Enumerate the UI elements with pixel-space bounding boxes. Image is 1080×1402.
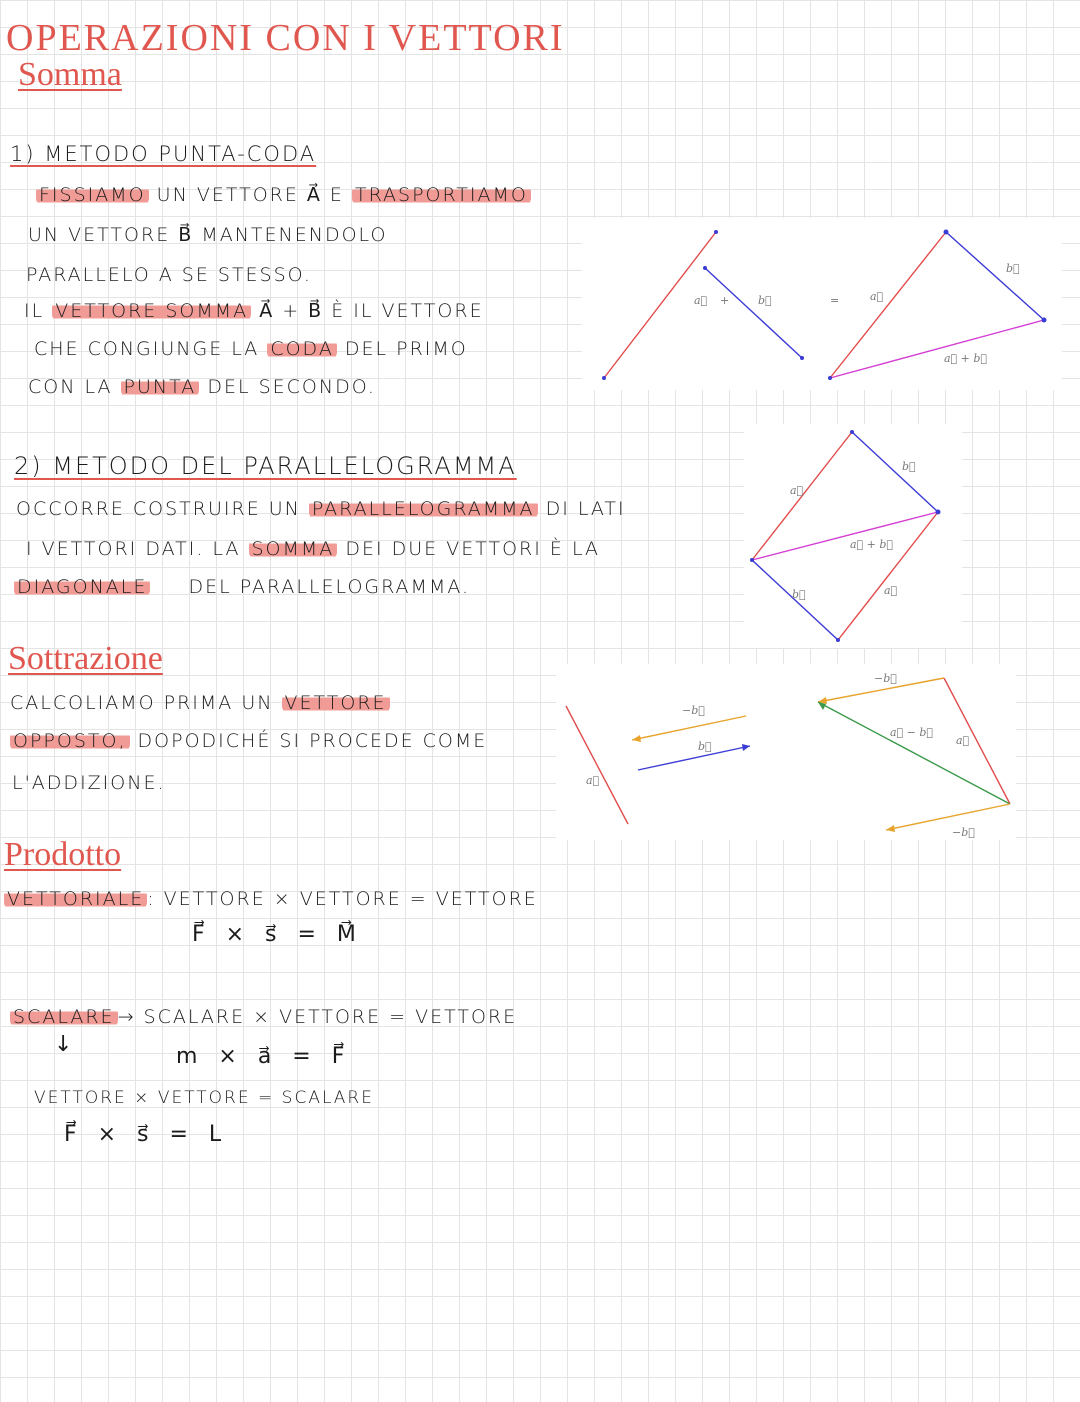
method1-line1 [36, 184, 531, 206]
label-a2: a⃗ [870, 290, 884, 303]
label-b: b⃗ [698, 740, 712, 753]
hl-punta: PUNTA [121, 376, 200, 398]
somma-heading: Somma [18, 56, 122, 93]
vector-minus-b [632, 716, 746, 740]
hl-diagonale: DIAGONALE [14, 576, 150, 598]
label-sum: a⃗ + b⃗ [944, 352, 988, 365]
vector-b [638, 746, 750, 770]
figure-parallelogram [744, 424, 962, 648]
sottrazione-line1-a: CALCOLIAMO PRIMA UN [10, 692, 274, 714]
vector-a-right [944, 678, 1010, 804]
vector-sum [830, 320, 1044, 378]
hl-scalare: SCALARE [10, 1006, 118, 1028]
hl-fissiamo: FISSIAMO [36, 184, 149, 206]
method1-heading-text: 1) METODO PUNTA-CODA [10, 142, 317, 166]
vettoriale-rule: : VETTORE × VETTORE = VETTORE [147, 888, 538, 910]
label-sum: a⃗ + b⃗ [850, 538, 894, 551]
label-minus-b: −b⃗ [682, 704, 705, 717]
label-b2: b⃗ [792, 588, 806, 601]
scalare-arrow: → [117, 1006, 136, 1028]
method2-heading-text: 2) METODO DEL PARALLELOGRAMMA [14, 452, 517, 480]
label-diff: a⃗ − b⃗ [890, 726, 934, 739]
vettoriale-row [4, 888, 538, 910]
hl-parallelogramma: PARALLELOGRAMMA [309, 498, 538, 520]
label-a: a⃗ [790, 484, 804, 497]
method1-line2: UN VETTORE B⃗ MANTENENDOLO [28, 224, 388, 246]
label-b: b⃗ [758, 294, 772, 307]
method2-line1 [16, 498, 626, 520]
label-b2: b⃗ [1006, 262, 1020, 275]
scalare-equation2: F⃗ × s⃗ = L [64, 1122, 222, 1147]
vettoriale-equation: F⃗ × s⃗ = M⃗ [192, 922, 356, 947]
hl-vettore-somma: VETTORE SOMMA [52, 300, 251, 322]
hl-opposto: OPPOSTO, [10, 730, 130, 752]
sottrazione-line3: L'ADDIZIONE. [12, 772, 166, 794]
method1-line5-c: DEL PRIMO [344, 338, 468, 360]
label-minus-b-bottom: −b⃗ [952, 826, 975, 839]
figure-tip-to-tail-svg [582, 218, 1062, 390]
label-a: a⃗ [694, 294, 708, 307]
sottrazione-line1 [10, 692, 390, 714]
label-b: b⃗ [902, 460, 916, 473]
hl-somma: SOMMA [249, 538, 338, 560]
label-plus: + [720, 294, 730, 307]
method2-line2-c: DEI DUE VETTORI È LA [345, 538, 600, 560]
vector-minus-b-bottom [886, 804, 1010, 830]
method1-line6-c: DEL SECONDO. [207, 376, 376, 398]
method1-line4-c: A⃗ + B⃗ È IL VETTORE [259, 300, 484, 322]
method2-line1-c: DI LATI [545, 498, 626, 520]
label-equals: = [830, 294, 840, 307]
method1-heading [10, 142, 316, 166]
down-arrow: ↓ [54, 1032, 73, 1057]
label-a2: a⃗ [884, 584, 898, 597]
method1-line1-mid: UN VETTORE A⃗ E [156, 184, 344, 206]
figure-subtraction [556, 664, 1016, 840]
vector-a-result [830, 232, 946, 378]
scalare-row [10, 1006, 517, 1028]
hl-coda: CODA [267, 338, 337, 360]
vector-a-parallel [838, 512, 938, 640]
vector-a [566, 706, 628, 824]
vector-b [705, 268, 802, 358]
scalare-rule2: VETTORE × VETTORE = SCALARE [34, 1088, 374, 1108]
scalare-equation: m × a⃗ = F⃗ [176, 1044, 345, 1069]
label-a-right: a⃗ [956, 734, 970, 747]
sottrazione-line2-b: DOPODICHÉ SI PROCEDE COME [137, 730, 488, 752]
method1-line6-a: CON LA [28, 376, 113, 398]
method2-line3-b: DEL PARALLELOGRAMMA. [188, 576, 471, 598]
hl-vettoriale: VETTORIALE [4, 888, 147, 910]
label-a: a⃗ [586, 774, 600, 787]
figure-parallelogram-svg [744, 424, 962, 648]
method1-line4-a: IL [24, 300, 45, 322]
scalare-rule: SCALARE × VETTORE = VETTORE [143, 1006, 518, 1028]
label-minus-b-top: −b⃗ [874, 672, 897, 685]
figure-tip-to-tail [582, 218, 1062, 390]
method2-heading [14, 452, 517, 480]
sottrazione-heading: Sottrazione [8, 640, 163, 677]
method1-line3: PARALLELO A SE STESSO. [26, 264, 312, 286]
prodotto-heading: Prodotto [4, 836, 122, 873]
method1-line4 [24, 300, 484, 322]
method2-line2 [26, 538, 600, 560]
vector-b-result [946, 232, 1044, 320]
hl-trasportiamo: TRASPORTIAMO [352, 184, 531, 206]
page-title: OPERAZIONI CON I VETTORI [6, 17, 565, 59]
vector-sum [752, 512, 938, 560]
method1-line5 [34, 338, 468, 360]
figure-subtraction-svg [556, 664, 1016, 840]
method2-line2-a: I VETTORI DATI. LA [26, 538, 241, 560]
method2-line3 [14, 576, 470, 598]
vector-b [852, 432, 938, 512]
sottrazione-line2 [10, 730, 487, 752]
method2-line1-a: OCCORRE COSTRUIRE UN [16, 498, 301, 520]
hl-vettore: VETTORE [282, 692, 390, 714]
vector-diff [818, 702, 1010, 804]
method1-line6 [28, 376, 376, 398]
method1-line5-a: CHE CONGIUNGE LA [34, 338, 260, 360]
